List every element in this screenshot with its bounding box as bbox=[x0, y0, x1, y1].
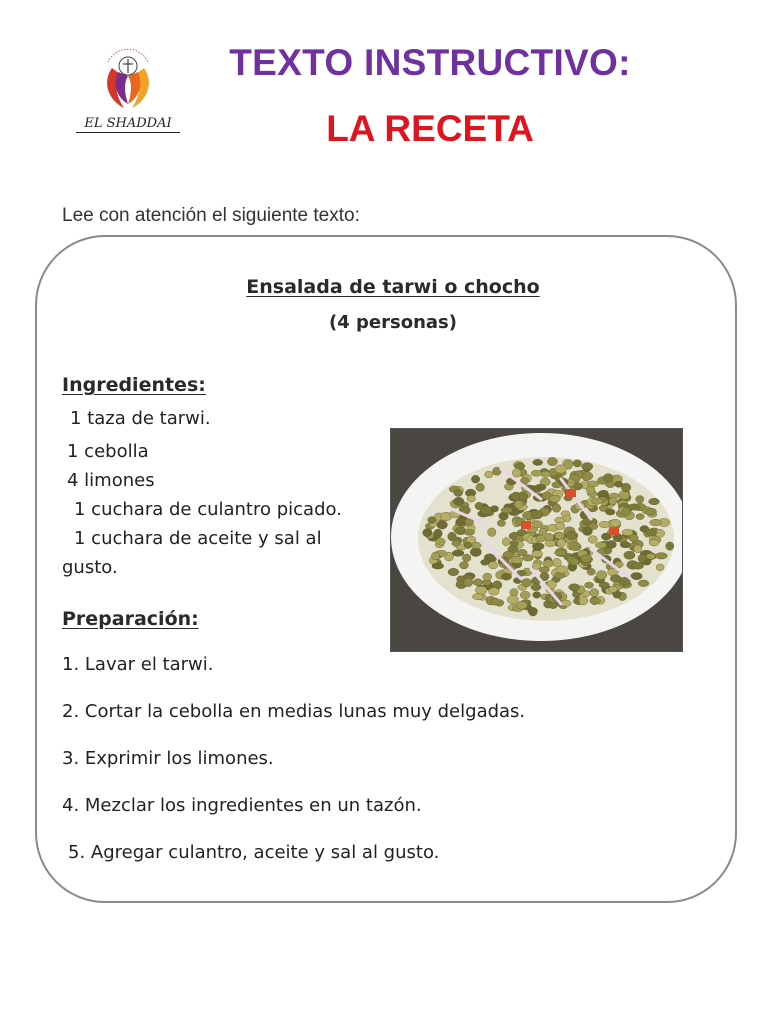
intro-instruction: Lee con atención el siguiente texto: bbox=[62, 205, 360, 226]
step-item: 2. Cortar la cebolla en medias lunas muy delgadas. bbox=[62, 701, 526, 722]
ingredient-item: gusto. bbox=[62, 557, 118, 578]
ingredients-heading: Ingredientes: bbox=[62, 374, 206, 396]
tarwi-salad-photo bbox=[390, 428, 683, 652]
preparation-heading: Preparación: bbox=[62, 608, 199, 630]
preparation-steps bbox=[62, 652, 525, 887]
page-subtitle: LA RECETA bbox=[326, 108, 534, 149]
el-shaddai-emblem-icon bbox=[98, 42, 158, 114]
step-item: 5. Agregar culantro, aceite y sal al gusto. bbox=[68, 842, 440, 863]
recipe-title: Ensalada de tarwi o chocho bbox=[246, 276, 540, 298]
ingredient-item: 4 limones bbox=[67, 470, 155, 491]
logo-label: EL SHADDAI bbox=[76, 116, 180, 133]
recipe-servings: (4 personas) bbox=[329, 312, 457, 333]
page-title: TEXTO INSTRUCTIVO: bbox=[229, 42, 631, 83]
salad-plate-image bbox=[391, 429, 683, 652]
ingredient-item: 1 cuchara de culantro picado. bbox=[74, 499, 342, 520]
step-item: 4. Mezclar los ingredientes en un tazón. bbox=[62, 795, 422, 816]
ingredient-item: 1 cebolla bbox=[67, 441, 149, 462]
ingredient-item: 1 taza de tarwi. bbox=[70, 408, 211, 429]
ingredient-item: 1 cuchara de aceite y sal al bbox=[74, 528, 322, 549]
ingredients-list bbox=[62, 404, 377, 582]
step-item: 1. Lavar el tarwi. bbox=[62, 654, 214, 675]
step-item: 3. Exprimir los limones. bbox=[62, 748, 274, 769]
